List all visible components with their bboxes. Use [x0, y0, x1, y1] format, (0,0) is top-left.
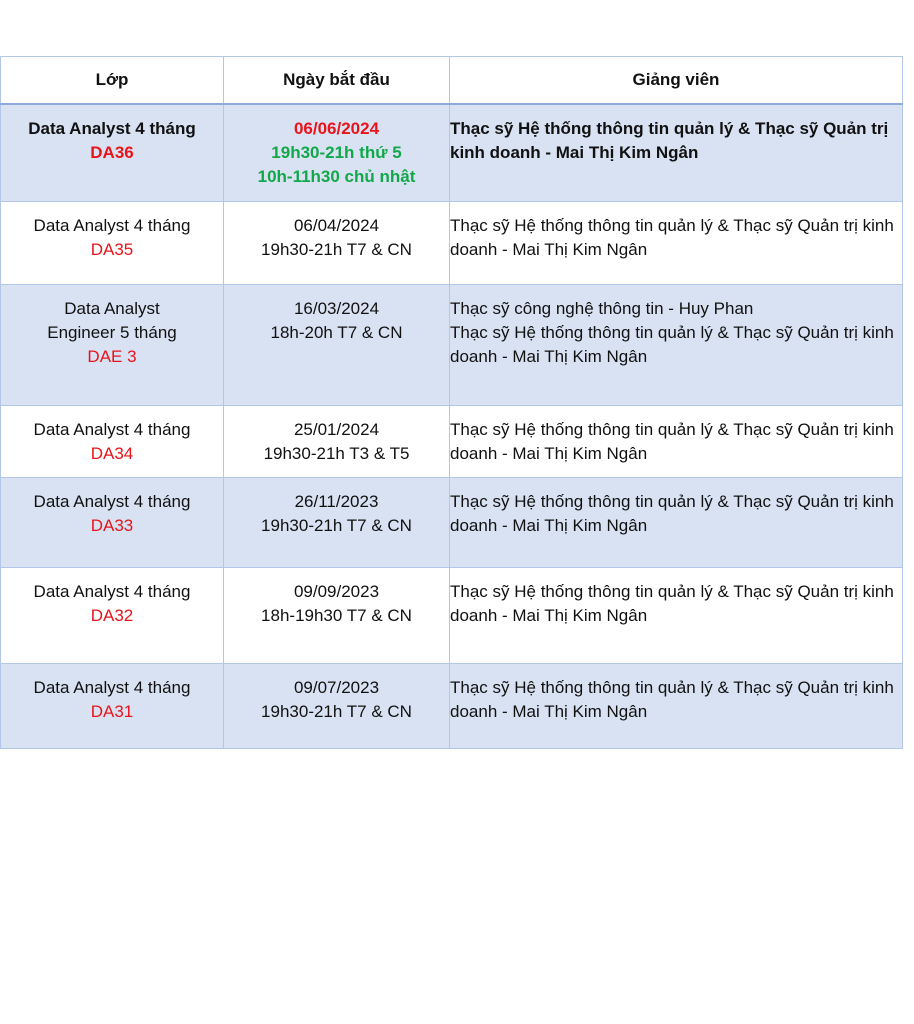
lecturer-cell: [450, 104, 903, 201]
lecturer-name: Thạc sỹ công nghệ thông tin - Huy Phan: [450, 298, 754, 318]
course-name: Data Analyst 4 tháng: [33, 419, 191, 439]
lecturer-name: Thạc sỹ Hệ thống thông tin quản lý & Thạc sỹ Quản trị kinh doanh - Mai Thị Kim Ngân: [450, 119, 889, 162]
course-name: Data Analyst 4 tháng: [33, 677, 191, 697]
class-code: DA32: [90, 605, 134, 625]
date-cell: [224, 405, 450, 477]
lecturer-cell: [450, 405, 903, 477]
schedule-line: 19h30-21h T7 & CN: [261, 239, 412, 259]
header-class: Lớp: [1, 57, 224, 105]
class-cell: [1, 104, 224, 201]
schedule-line: 19h30-21h T7 & CN: [261, 515, 412, 535]
table-row: [1, 201, 903, 284]
table-row: [1, 405, 903, 477]
class-code: DA36: [90, 143, 134, 162]
table-row: [1, 284, 903, 405]
start-date: 16/03/2024: [293, 298, 380, 318]
lecturer-name: Thạc sỹ Hệ thống thông tin quản lý & Thạc sỹ Quản trị kinh doanh - Mai Thị Kim Ngân: [450, 581, 894, 625]
class-code: DA35: [90, 239, 134, 259]
lecturer-cell: [450, 567, 903, 663]
lecturer-name: Thạc sỹ Hệ thống thông tin quản lý & Thạc sỹ Quản trị kinh doanh - Mai Thị Kim Ngân: [450, 419, 894, 463]
lecturer-cell: [450, 663, 903, 748]
start-date: 09/07/2023: [293, 677, 380, 697]
start-date: 26/11/2023: [294, 491, 379, 511]
course-name: Data Analyst 4 tháng: [33, 491, 191, 511]
date-cell: [224, 104, 450, 201]
schedule-line: 10h-11h30 chủ nhật: [257, 167, 416, 186]
start-date: 06/06/2024: [293, 119, 380, 138]
header-lecturer: Giảng viên: [450, 57, 903, 105]
schedule-line: 19h30-21h T7 & CN: [261, 701, 412, 721]
class-cell: [1, 477, 224, 567]
header-start-date: Ngày bắt đầu: [224, 57, 450, 105]
date-cell: [224, 663, 450, 748]
lecturer-name: Thạc sỹ Hệ thống thông tin quản lý & Thạc sỹ Quản trị kinh doanh - Mai Thị Kim Ngân: [450, 322, 894, 366]
schedule-line: 19h30-21h T3 & T5: [263, 443, 410, 463]
course-name: Engineer 5 tháng: [47, 322, 177, 342]
course-name: Data Analyst 4 tháng: [28, 119, 196, 138]
date-cell: [224, 477, 450, 567]
class-cell: [1, 567, 224, 663]
schedule-line: 18h-20h T7 & CN: [270, 322, 403, 342]
table-row: [1, 663, 903, 748]
date-cell: [224, 284, 450, 405]
course-name: Data Analyst 4 tháng: [33, 215, 191, 235]
start-date: 09/09/2023: [293, 581, 380, 601]
table-header-row: [1, 57, 903, 105]
lecturer-cell: [450, 477, 903, 567]
course-name: Data Analyst 4 tháng: [33, 581, 191, 601]
class-code: DA34: [90, 443, 134, 463]
class-code: DAE 3: [87, 346, 137, 366]
class-cell: [1, 663, 224, 748]
lecturer-name: Thạc sỹ Hệ thống thông tin quản lý & Thạc sỹ Quản trị kinh doanh - Mai Thị Kim Ngân: [450, 677, 894, 721]
start-date: 06/04/2024: [293, 215, 380, 235]
date-cell: [224, 567, 450, 663]
schedule-line: 18h-19h30 T7 & CN: [261, 605, 412, 625]
table-row: [1, 477, 903, 567]
class-cell: [1, 201, 224, 284]
class-cell: [1, 284, 224, 405]
lecturer-name: Thạc sỹ Hệ thống thông tin quản lý & Thạc sỹ Quản trị kinh doanh - Mai Thị Kim Ngân: [450, 215, 894, 259]
lecturer-name: Thạc sỹ Hệ thống thông tin quản lý & Thạc sỹ Quản trị kinh doanh - Mai Thị Kim Ngân: [450, 491, 894, 535]
table-row: [1, 104, 903, 201]
table-row: [1, 567, 903, 663]
lecturer-cell: [450, 284, 903, 405]
class-cell: [1, 405, 224, 477]
class-code: DA33: [90, 515, 134, 535]
course-name: Data Analyst: [64, 298, 160, 318]
class-code: DA31: [90, 701, 134, 721]
schedule-line: 19h30-21h thứ 5: [271, 143, 402, 162]
start-date: 25/01/2024: [293, 419, 380, 439]
class-schedule-table: [0, 56, 903, 749]
lecturer-cell: [450, 201, 903, 284]
date-cell: [224, 201, 450, 284]
